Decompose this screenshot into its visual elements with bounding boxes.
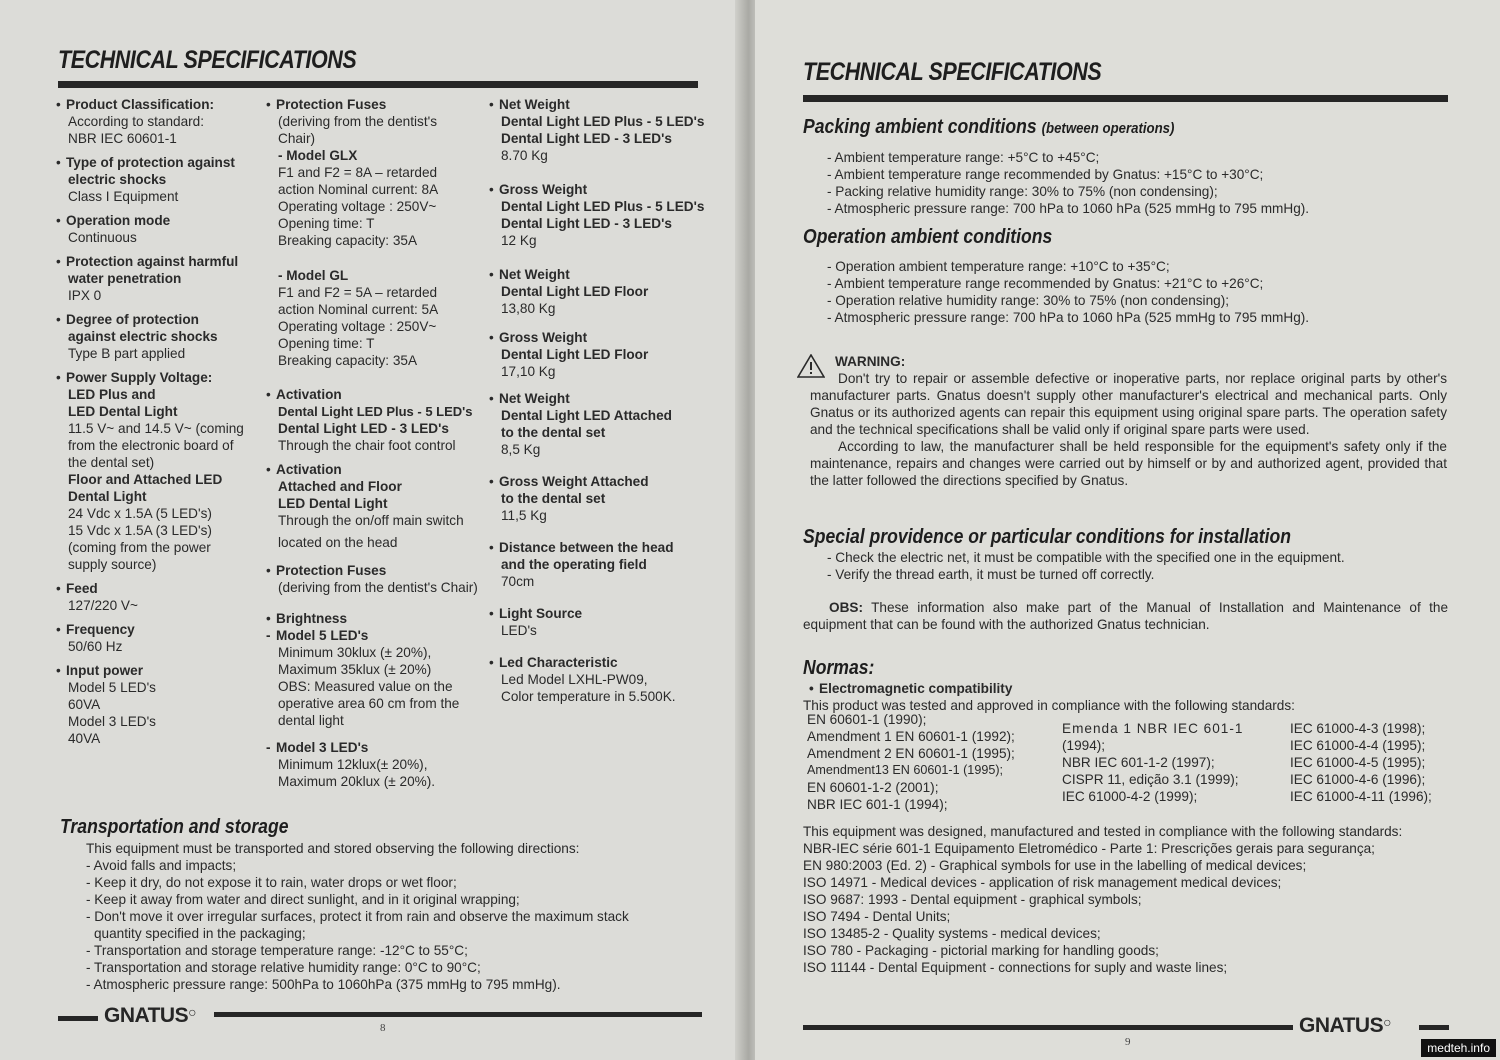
spec-column-2: • Protection Fuses (deriving from the dentist's Chair) - Model GLX F1 and F2 = 8A – retarded action Nominal current: 8A Operating voltage : 250V~ Opening time: T Breaking capacity: 35A - Model GL F1 and F2 = 5A – retarded action Nominal current: 5A Operating voltage : 250V~ Opening time: T Breaking capacity: 35A • Activation Dental Light LED Plus - 5 LED's Dental Light LED - 3 LED's Through the chair foot control • Activation Attached and Floor LED Dental Light Through the on/off main switch located on the head • Protection Fuses (deriving from the dentist's Chair) • Brightness - Model 5 LED's Minimum 30klux (± 20%), Maximum 35klux (± 20%) OBS: Measured value on the operative area 60 cm from the dental light - Model 3 LED's Minimum 12klux(± 20%), Maximum 20klux (± 20%). <box>266 97 478 789</box>
packing-text: - Ambient temperature range: +5°C to +45°C; - Ambient temperature range recommended by Gnatus: +15°C to +30°C; - Packing relative humidity range: 30% to 75% (non condensing); - Atmospheric pressure range: 700 hPa to 1060 hPa (525 mmHg to 795 mmHg). <box>827 150 1310 216</box>
title-rule <box>803 95 1448 102</box>
packing-heading: Packing ambient conditions (between operations) <box>803 116 1175 138</box>
page-number: 9 <box>1125 1036 1131 1048</box>
standards-column-1: EN 60601-1 (1990); Amendment 1 EN 60601-1 (1992); Amendment 2 EN 60601-1 (1995); Amendment13 EN 60601-1 (1995); EN 60601-1-2 (2001); NBR IEC 601-1 (1994); <box>807 712 1015 812</box>
spec-column-3: • Net Weight Dental Light LED Plus - 5 LED's Dental Light LED - 3 LED's 8.70 Kg • Gross Weight Dental Light LED Plus - 5 LED's Dental Light LED - 3 LED's 12 Kg • Net Weight Dental Light LED Floor 13,80 Kg • Gross Weight Dental Light LED Floor 17,10 Kg • Net Weight Dental Light LED Attached to the dental set 8,5 Kg • Gross Weight Attached to the dental set 11,5 Kg • Distance between the head and the operating field 70cm • Light Source LED's • Led Characteristic Led Model LXHL-PW09, Color temperature in 5.500K. <box>489 97 705 704</box>
standards-column-2: Emenda 1 NBR IEC 601-1 (1994); NBR IEC 601-1-2 (1997); CISPR 11, edição 3.1 (1999); IEC 61000-4-2 (1999); <box>1062 721 1244 804</box>
special-text: - Check the electric net, it must be compatible with the specified one in the equipment. - Verify the thread earth, it must be turned off correctly. <box>827 550 1345 582</box>
page-title: TECHNICAL SPECIFICATIONS <box>803 58 1102 86</box>
left-page <box>0 0 745 1060</box>
footer-rule-left <box>58 1016 98 1021</box>
footer-rule-right <box>1419 1025 1449 1030</box>
standards-list: This equipment was designed, manufactured and tested in compliance with the following standards: NBR-IEC série 601-1 Equipamento Eletromédico - Parte 1: Prescrições gerais para segurança; EN 980:2003 (Ed. 2) - Graphical symbols for use in the labelling of medical devices; ISO 14971 - Medical devices - application of risk management medical devices; ISO 9687: 1993 - Dental equipment - graphical symbols; ISO 7494 - Dental Units; ISO 13485-2 - Quality systems - medical devices; ISO 780 - Packaging - pictorial marking for handling goods; ISO 11144 - Dental Equipment - connections for suply and waste lines; <box>803 824 1403 975</box>
product-classification-heading: Product Classification: <box>66 97 215 112</box>
operation-text: - Operation ambient temperature range: +10°C to +35°C; - Ambient temperature range recommended by Gnatus: +21°C to +26°C; - Operation relative humidity range: 30% to 75% (non condensing); - Atmospheric pressure range: 700 hPa to 1060 hPa (525 mmHg to 795 mmHg). <box>827 259 1310 325</box>
special-heading: Special providence or particular conditions for installation <box>803 526 1292 548</box>
footer-rule <box>803 1025 1293 1030</box>
title-rule <box>58 81 698 88</box>
transport-heading: Transportation and storage <box>60 816 289 838</box>
gnatus-logo: GNATUS○ <box>1299 1014 1392 1037</box>
page-title: TECHNICAL SPECIFICATIONS <box>58 46 357 74</box>
right-page <box>755 0 1500 1060</box>
gnatus-logo: GNATUS○ <box>104 1004 197 1027</box>
transport-text: This equipment must be transported and stored observing the following directions: - Avoid falls and impacts; - Keep it dry, do not expose it to rain, water drops or wet floor; - Keep it away from water and direct sunlight, and in it original wrapping; - Don't move it over irregular surfaces, protect it from rain and observe the maximum stack quantity specified in the packaging; - Transportation and storage temperature range: -12°C to 55°C; - Transportation and storage relative humidity range: 0°C to 90°C; - Atmospheric pressure range: 500hPa to 1060hPa (375 mmHg to 795 mmHg). <box>86 841 629 992</box>
footer-rule <box>214 1012 702 1017</box>
operation-heading: Operation ambient conditions <box>803 226 1053 248</box>
normas-intro: • Electromagnetic compatibility This product was tested and approved in compliance with the following standards: <box>803 681 1295 713</box>
spec-column-1: • Product Classification: According to standard: NBR IEC 60601-1 • Type of protection against electric shocks Class I Equipment • Operation mode Continuous • Protection against harmful water penetration IPX 0 • Degree of protection against electric shocks Type B part applied • Power Supply Voltage: LED Plus and LED Dental Light 11.5 V~ and 14.5 V~ (coming from the electronic board of the dental set) Floor and Attached LED Dental Light 24 Vdc x 1.5A (5 LED's) 15 Vdc x 1.5A (3 LED's) (coming from the power supply source) • Feed 127/220 V~ • Frequency 50/60 Hz • Input power Model 5 LED's 60VA Model 3 LED's 40VA <box>56 97 244 746</box>
watermark: medteh.info <box>1421 1039 1496 1057</box>
warning-text: Don't try to repair or assemble defective or inoperative parts, nor replace original parts by other's manufacturer parts. Gnatus doesn't supply other manufacturer's electrical and mechanical parts. Only Gnatus or its authorized agents can repair this equipment using original spare parts. The operation safety and the technical specifications shall be valid only if original spare parts were used. According to law, the manufacturer shall be held responsible for the equipment's safety only if the maintenance, repairs and changes were carried out by himself or by and authorized agent, provided that the latter followed the directions specified by Gnatus. <box>810 371 1447 488</box>
warning-label: WARNING: <box>835 354 906 369</box>
normas-heading: Normas: <box>803 657 875 679</box>
obs-note: OBS: These information also make part of the Manual of Installation and Maintenance of the equipment that can be found with the authorized Gnatus technician. <box>803 600 1449 632</box>
standards-column-3: IEC 61000-4-3 (1998); IEC 61000-4-4 (1995); IEC 61000-4-5 (1995); IEC 61000-4-6 (1996); IEC 61000-4-11 (1996); <box>1290 721 1432 804</box>
page-number: 8 <box>380 1022 386 1034</box>
